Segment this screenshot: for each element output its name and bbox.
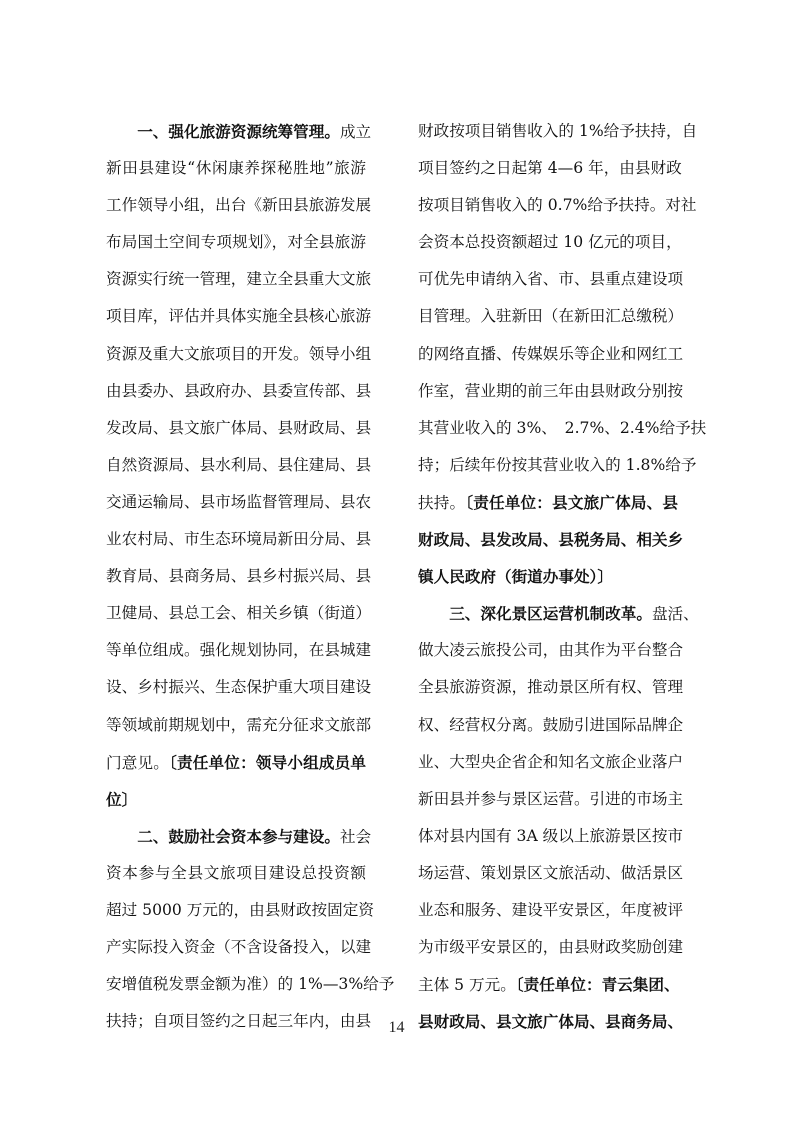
- text-run: 持；后续年份按其营业收入的 1.8%给予: [418, 455, 697, 474]
- right-text-column: [418, 116, 707, 1043]
- text-run: 可优先申请纳入省、市、县重点建设项: [418, 270, 684, 289]
- bold-text-run: 一、强化旅游资源统筹管理。: [137, 122, 340, 141]
- text-line: [418, 635, 684, 666]
- text-run: 门意见。: [106, 753, 170, 772]
- text-line: [106, 264, 372, 295]
- text-line: [418, 672, 684, 703]
- text-run: 资源及重大文旅项目的开发。领导小组: [106, 344, 372, 363]
- text-run: 按项目销售收入的 0.7%给予扶持。对社: [418, 196, 697, 215]
- text-line: [418, 969, 678, 1000]
- text-run: 项目库，评估并具体实施全县核心旅游: [106, 307, 372, 326]
- text-run: 资源实行统一管理，建立全县重大文旅: [106, 270, 372, 289]
- text-line: [418, 932, 684, 963]
- text-run: 安增值税发票金额为准）的 1%—3%给予: [106, 975, 395, 994]
- text-run: 新田县建设“休闲康养探秘胜地”旅游: [106, 159, 366, 178]
- text-run: 成立: [339, 123, 372, 141]
- text-run: 自然资源局、县水利局、县住建局、县: [106, 455, 372, 474]
- bold-text-run: 〔责任单位：县文旅广体局、县: [465, 492, 678, 512]
- text-line: [106, 710, 372, 741]
- text-run: 布局国土空间专项规划》，对全县旅游: [106, 233, 366, 252]
- text-line: [418, 598, 699, 629]
- text-run: 财政按项目销售收入的 1%给予扶持，自: [418, 122, 698, 140]
- text-run: 目管理。入驻新田（在新田汇总缴税）: [418, 307, 684, 326]
- bold-text-run: 〔责任单位：领导小组成员单: [169, 752, 366, 772]
- text-line: [418, 858, 684, 889]
- text-line: [106, 227, 366, 258]
- text-run: 卫健局、县总工会、相关乡镇（街道）: [106, 604, 372, 623]
- text-run: 教育局、县商务局、县乡村振兴局、县: [106, 567, 372, 586]
- text-run: 为市级平安景区的，由县财政奖励创建: [418, 938, 684, 957]
- text-run: 项目签约之日起第 4—6 年，由县财政: [418, 159, 682, 178]
- text-run: 新田县并参与景区运营。引进的市场主: [418, 789, 684, 808]
- text-run: 产实际投入资金（不含设备投入，以建: [106, 938, 372, 957]
- text-line: [418, 821, 684, 852]
- text-run: 由县委办、县政府办、县委宣传部、县: [106, 381, 372, 400]
- text-line: [106, 598, 372, 629]
- text-line: [106, 116, 372, 147]
- text-run: 其营业收入的 3%、 2.7%、2.4%给予扶: [418, 418, 707, 437]
- text-line: [418, 376, 684, 407]
- text-line: [106, 895, 374, 926]
- text-run: 设、乡村振兴、生态保护重大项目建设: [106, 678, 372, 697]
- text-line: [106, 672, 372, 703]
- text-run: 主体 5 万元。: [418, 976, 516, 995]
- text-run: 发改局、县文旅广体局、县财政局、县: [106, 418, 372, 437]
- text-run: 会资本总投资额超过 10 亿元的项目，: [418, 233, 682, 252]
- text-run: 社会: [339, 827, 372, 846]
- text-line: [106, 524, 372, 555]
- text-line: [106, 190, 372, 221]
- bold-text-run: 三、深化景区运营机制改革。: [449, 604, 652, 624]
- text-line: [418, 747, 684, 778]
- text-run: [418, 605, 449, 623]
- text-line: [106, 339, 372, 370]
- page-number: 14: [388, 1019, 405, 1036]
- text-line: [418, 450, 697, 481]
- text-line: [418, 895, 684, 926]
- text-run: [106, 123, 137, 141]
- text-run: 全县旅游资源，推动景区所有权、管理: [418, 678, 684, 697]
- text-run: 资本参与全县文旅项目建设总投资额: [106, 863, 366, 882]
- text-run: 的网络直播、传媒娱乐等企业和网红工: [418, 344, 684, 363]
- text-line: [106, 301, 372, 332]
- text-run: 超过 5000 万元的，由县财政按固定资: [106, 900, 374, 919]
- text-line: [418, 264, 684, 295]
- left-text-column: [106, 116, 395, 1043]
- text-line: [106, 561, 372, 592]
- text-line: [106, 821, 372, 852]
- text-run: 做大凌云旅投公司，由其作为平台整合: [418, 641, 684, 660]
- text-run: 作室，营业期的前三年由县财政分别按: [418, 381, 684, 400]
- text-line: [106, 635, 372, 666]
- text-line: [106, 376, 372, 407]
- text-line: [106, 969, 395, 1000]
- text-run: 等领域前期规划中，需充分征求文旅部: [106, 715, 372, 734]
- text-run: [106, 828, 137, 846]
- text-run: 业、大型央企省企和知名文旅企业落户: [418, 752, 684, 771]
- text-line: [418, 524, 684, 555]
- text-run: 场运营、策划景区文旅活动、做活景区: [418, 863, 684, 882]
- text-run: 权、经营权分离。鼓励引进国际品牌企: [418, 715, 684, 734]
- text-line: [106, 413, 372, 444]
- text-line: [418, 487, 678, 518]
- text-line: [106, 747, 366, 778]
- bold-text-run: 〔责任单位：青云集团、: [515, 975, 680, 995]
- text-run: 业农村局、市生态环境局新田分局、县: [106, 530, 372, 549]
- text-run: 工作领导小组，出台《新田县旅游发展: [106, 196, 372, 215]
- text-line: [418, 339, 684, 370]
- text-run: 体对县内国有 3A 级以上旅游景区按市: [418, 826, 684, 845]
- text-line: [418, 227, 682, 258]
- text-run: 扶持。: [418, 493, 466, 512]
- text-line: [418, 413, 707, 444]
- text-run: 交通运输局、县市场监督管理局、县农: [106, 492, 372, 511]
- text-run: 等单位组成。强化规划协同，在县城建: [106, 641, 372, 660]
- text-line: [106, 487, 372, 518]
- text-line: [418, 561, 678, 592]
- text-line: [418, 153, 682, 184]
- text-line: [106, 858, 366, 889]
- bold-text-run: 县财政局、县文旅广体局、县商务局、: [418, 1012, 684, 1032]
- bold-text-run: 二、鼓励社会资本参与建设。: [137, 826, 340, 846]
- text-line: [106, 153, 366, 184]
- text-run: 扶持；自项目签约之日起三年内，由县: [106, 1012, 372, 1031]
- bold-text-run: 财政局、县发改局、县税务局、相关乡: [418, 530, 684, 550]
- text-line: [418, 710, 684, 741]
- bold-text-run: 位〕: [106, 789, 138, 809]
- text-line: [418, 784, 684, 815]
- text-line: [106, 784, 366, 815]
- text-line: [106, 932, 372, 963]
- bold-text-run: 镇人民政府（街道办事处）〕: [418, 567, 613, 587]
- text-line: [418, 190, 697, 221]
- text-line: [106, 450, 372, 481]
- text-run: 盘活、: [651, 605, 699, 624]
- text-line: [418, 116, 698, 147]
- text-run: 业态和服务、建设平安景区，年度被评: [418, 900, 684, 919]
- text-line: [418, 301, 684, 332]
